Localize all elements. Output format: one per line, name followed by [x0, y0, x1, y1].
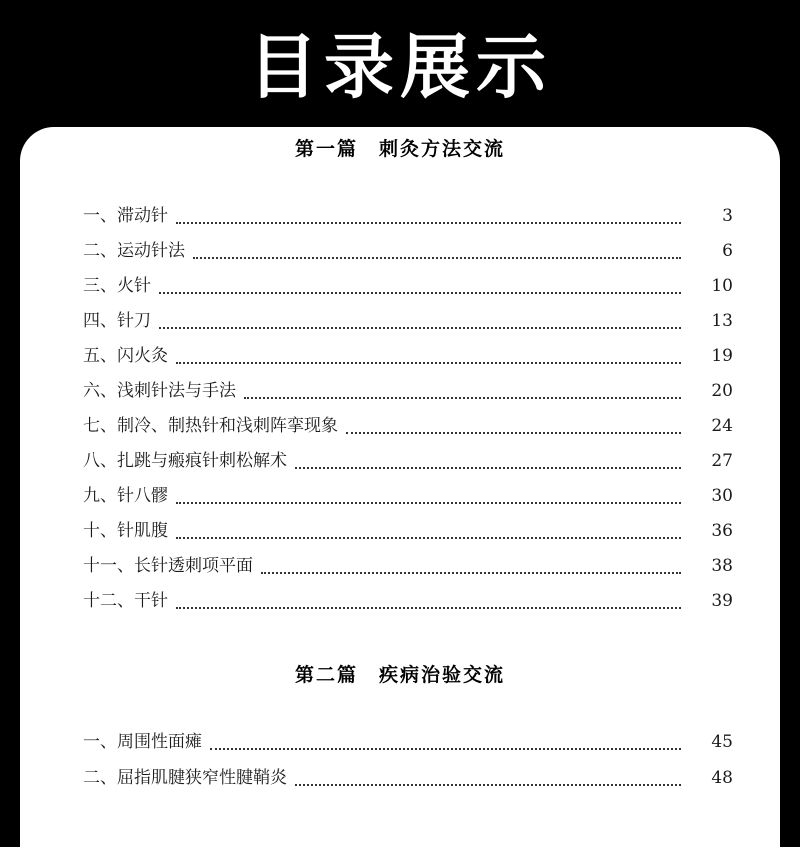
dot-leader: [193, 257, 681, 259]
toc-entry-page: 39: [711, 591, 733, 611]
section-title: 第一篇 刺灸方法交流: [294, 138, 505, 160]
toc-entry-page: 27: [711, 451, 733, 471]
toc-entry-label: 十、针肌腹: [83, 521, 168, 541]
toc-entry-page: 48: [711, 768, 733, 788]
toc-entry[interactable]: [83, 553, 733, 579]
toc-entry-label: 十一、长针透刺项平面: [83, 556, 253, 576]
toc-entry-page: 10: [711, 276, 733, 296]
toc-entry[interactable]: [83, 273, 733, 299]
toc-entry[interactable]: [83, 378, 733, 404]
toc-entry-label: 十二、干针: [83, 591, 168, 611]
dot-leader: [159, 292, 681, 294]
dot-leader: [346, 432, 681, 434]
toc-entry[interactable]: [83, 588, 733, 614]
toc-entry-page: 45: [711, 732, 733, 752]
toc-entry-label: 二、运动针法: [83, 241, 185, 261]
toc-entry-label: 六、浅刺针法与手法: [83, 381, 236, 401]
dot-leader: [295, 784, 681, 786]
toc-entry-label: 一、周围性面瘫: [83, 732, 202, 752]
toc-entry-label: 二、屈指肌腱狭窄性腱鞘炎: [83, 768, 287, 788]
toc-entry-label: 九、针八髎: [83, 486, 168, 506]
dot-leader: [176, 607, 681, 609]
dot-leader: [176, 537, 681, 539]
toc-entry[interactable]: [83, 483, 733, 509]
section-title: 第二篇 疾病治验交流: [294, 664, 505, 686]
dot-leader: [176, 502, 681, 504]
dot-leader: [244, 397, 681, 399]
toc-entry-page: 30: [711, 486, 733, 506]
toc-entry-page: 36: [711, 521, 733, 541]
toc-entry-page: 19: [711, 346, 733, 366]
toc-entry[interactable]: [83, 518, 733, 544]
toc-entry[interactable]: [83, 343, 733, 369]
toc-entry-page: 6: [722, 241, 733, 261]
dot-leader: [176, 362, 681, 364]
dot-leader: [261, 572, 681, 574]
toc-entry-page: 13: [711, 311, 733, 331]
toc-entry-label: 五、闪火灸: [83, 346, 168, 366]
page-title: 目录展示: [248, 26, 552, 108]
toc-entry[interactable]: [83, 238, 733, 264]
toc-entry-label: 四、针刀: [83, 311, 151, 331]
toc-entry-page: 3: [722, 206, 733, 226]
toc-card: [20, 127, 780, 847]
toc-entry-page: 38: [711, 556, 733, 576]
toc-entry-label: 三、火针: [83, 276, 151, 296]
dot-leader: [159, 327, 681, 329]
toc-entry-label: 八、扎跳与瘢痕针刺松解术: [83, 451, 287, 471]
dot-leader: [176, 222, 681, 224]
toc-entry[interactable]: [83, 413, 733, 439]
dot-leader: [210, 748, 681, 750]
toc-entry[interactable]: [83, 308, 733, 334]
toc-entry[interactable]: [83, 729, 733, 755]
dot-leader: [295, 467, 681, 469]
toc-entry[interactable]: [83, 765, 733, 791]
toc-entry[interactable]: [83, 448, 733, 474]
toc-entry-label: 一、滞动针: [83, 206, 168, 226]
toc-entry-page: 24: [711, 416, 733, 436]
toc-entry[interactable]: [83, 203, 733, 229]
toc-entry-label: 七、制冷、制热针和浅刺阵挛现象: [83, 416, 338, 436]
toc-entry-page: 20: [711, 381, 733, 401]
